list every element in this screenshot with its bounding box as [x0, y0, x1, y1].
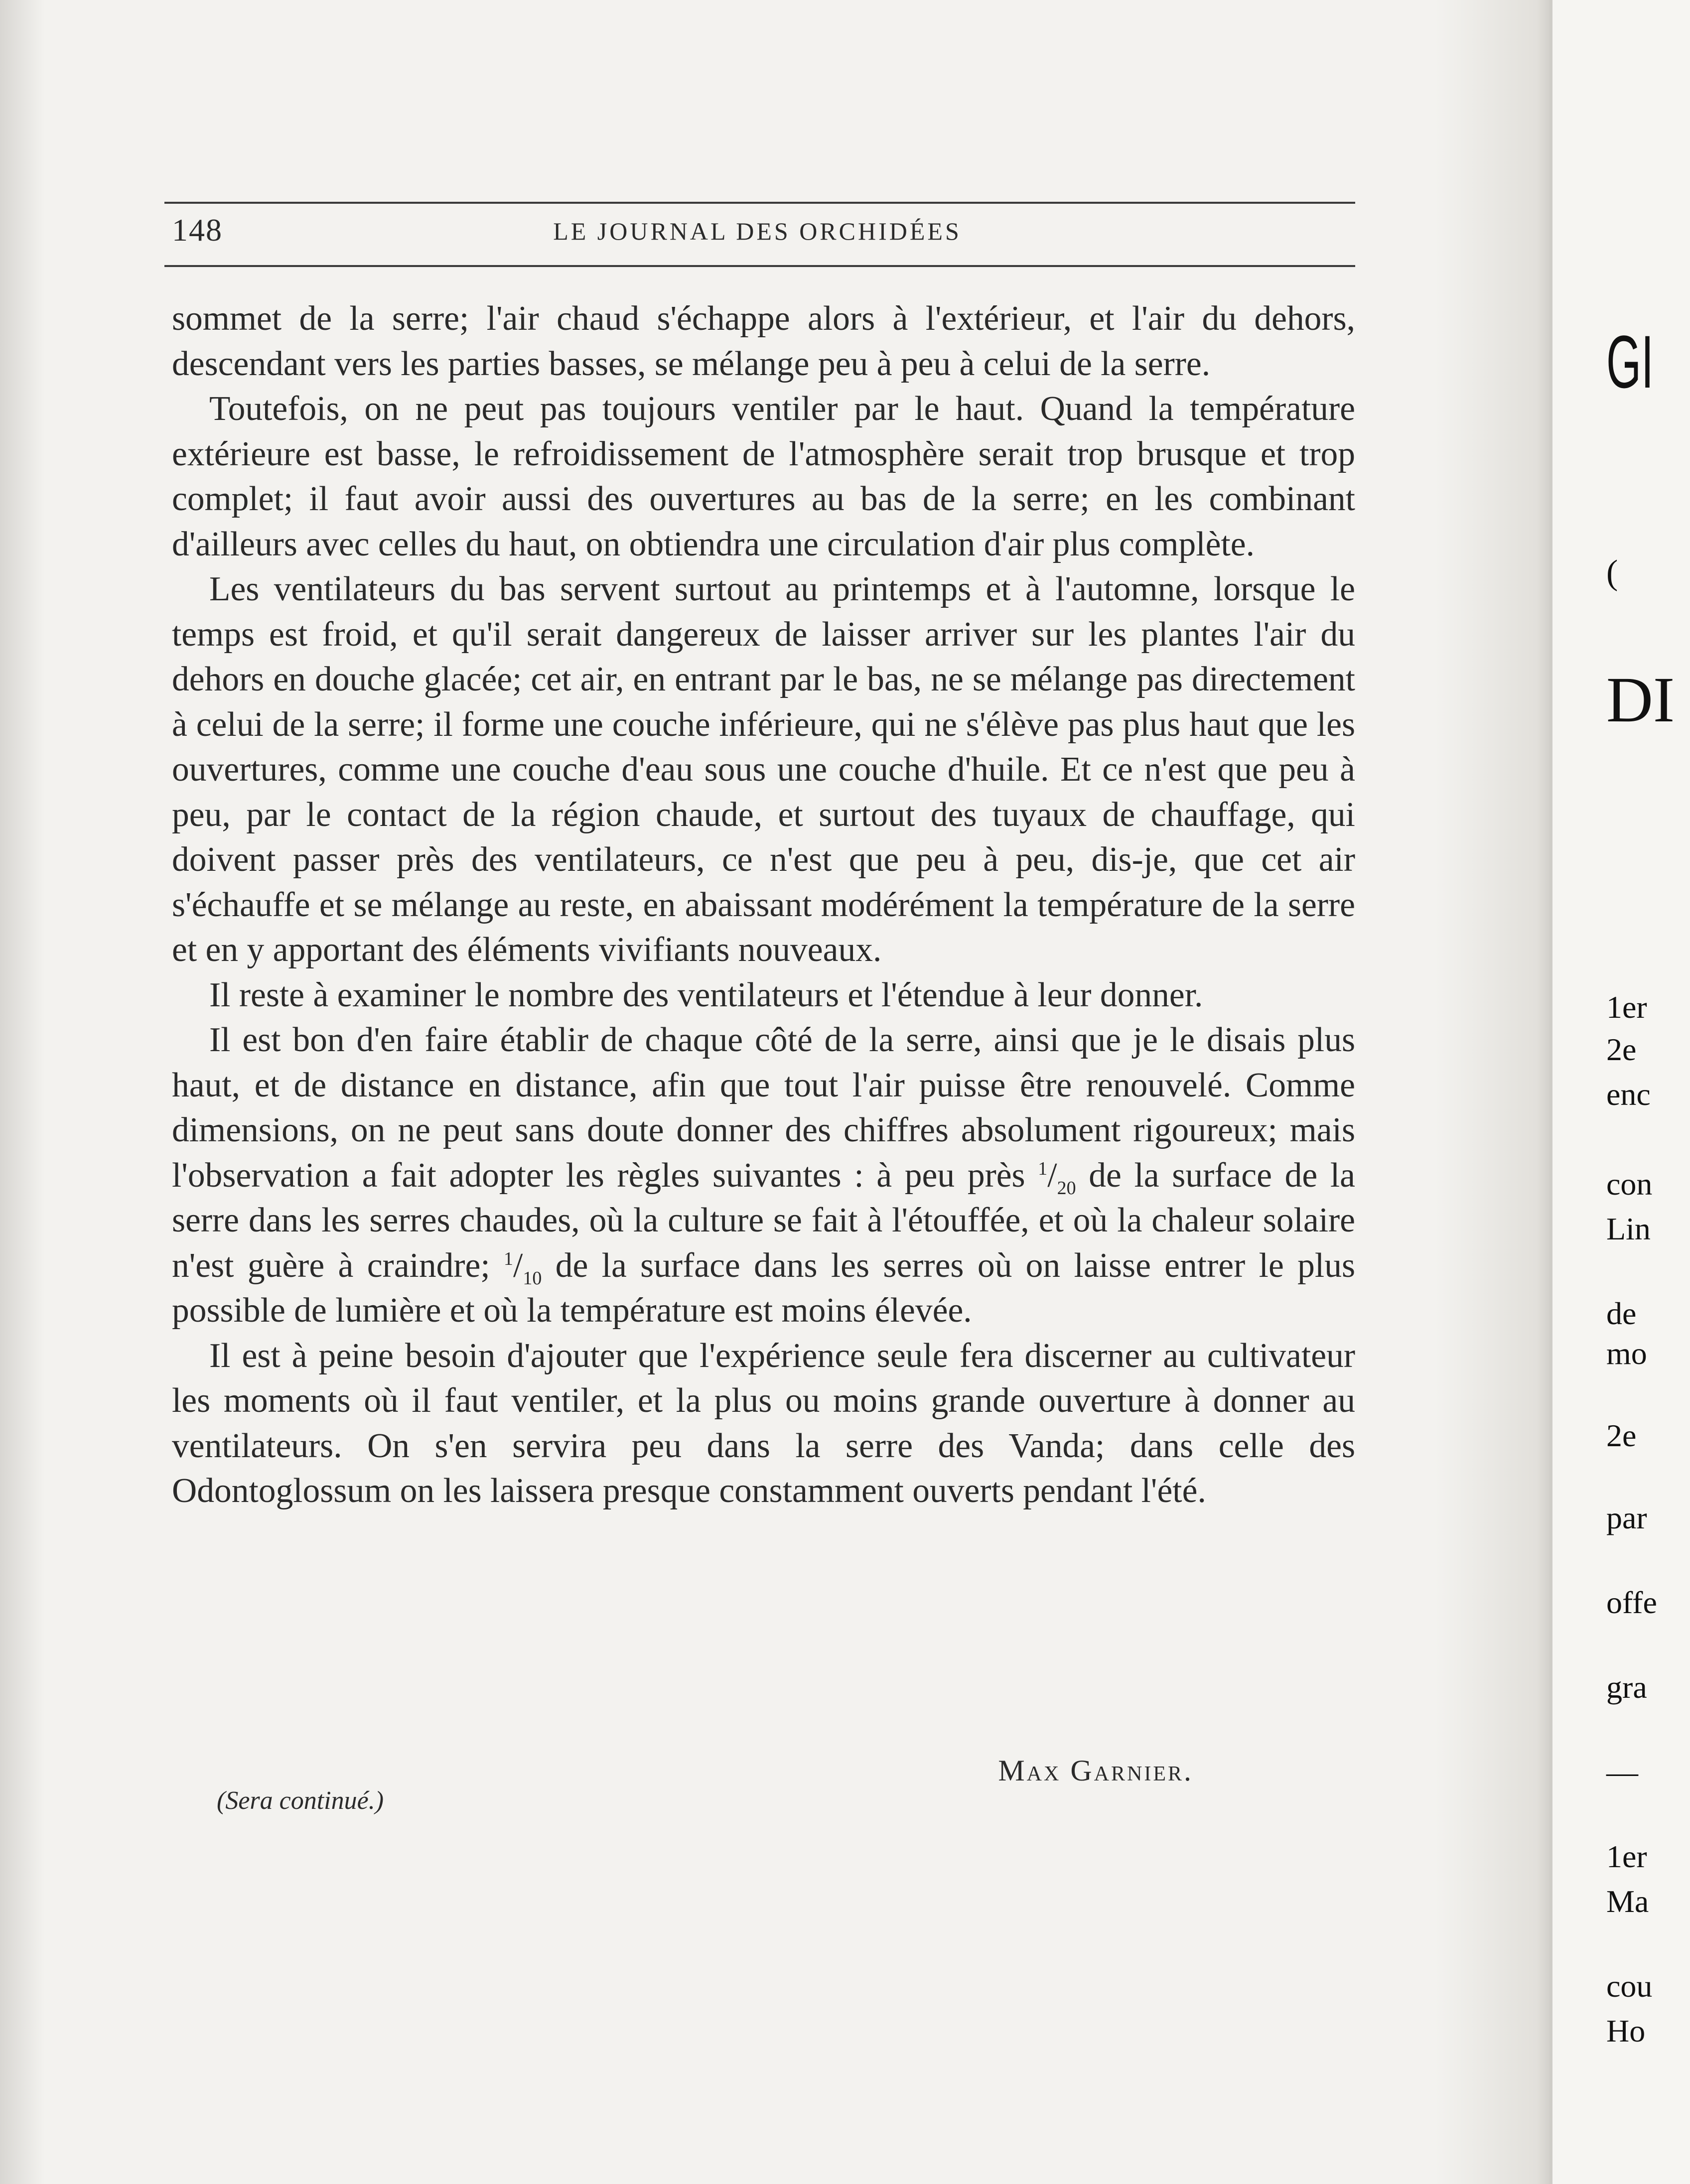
- paragraph-6: Il est à peine besoin d'ajouter que l'expérience seule fera discerner au cultivateur les moments où il faut ventiler, et la plus ou moins grande ouverture à donner au ventilateurs. On s'en servira peu dans la serre des Vanda; dans celle des Odontoglossum on les laissera presque constamment ouverts pendant l'été.: [172, 1336, 1355, 1510]
- facing-page-text-fragment: DI: [1606, 664, 1675, 736]
- facing-page-text-fragment: mo: [1606, 1336, 1647, 1371]
- paragraph-5-part-c: de la surface dans les serres où on laisse entrer le plus possible de lumière et où la température est moins élevée.: [172, 1246, 1356, 1330]
- facing-page-text-fragment: de: [1606, 1296, 1637, 1331]
- paragraph-5-part-b: de la surface de la serre dans les serres chaudes, où la culture se fait à l'étouffée, et où la chaleur solaire n'est guère à craindre;: [172, 1156, 1355, 1285]
- paragraph-5: [172, 1018, 1355, 1334]
- article-body: [172, 296, 1355, 1514]
- continued-note: (Sera continué.): [217, 1786, 384, 1815]
- paragraph-3: Les ventilateurs du bas servent surtout au printemps et à l'automne, lorsque le temps est froid, et qu'il serait dangereux de laisser arriver sur les plantes l'air du dehors en douche glacée; cet air, en entrant par le bas, ne se mélange pas directement à celui de la serre; il forme une couche inférieure, qui ne s'élève pas plus haut que les ouvertures, comme une couche d'eau sous une couche d'huile. Et ce n'est que peu à peu, par le contact de la région chaude, et surtout des tuyaux de chauffage, qui doivent passer près des ventilateurs, ce n'est que peu à peu, dis-je, que cet air s'échauffe et se mélange au reste, en abaissant modérément la température de la serre et en y apportant des éléments vivifiants nouveaux.: [172, 570, 1355, 969]
- book-spine-shadow: [1435, 0, 1554, 2184]
- paragraph-2: Toutefois, on ne peut pas toujours ventiler par le haut. Quand la température extérieure est basse, le refroidissement de l'atmosphère serait trop brusque et trop complet; il faut avoir aussi des ouvertures au bas de la serre; en les combinant d'ailleurs avec celles du haut, on obtiendra une circulation d'air plus complète.: [172, 390, 1355, 563]
- facing-page-text-fragment: Ma: [1606, 1884, 1649, 1919]
- fraction-one-tenth: $^1/_{10}$: [504, 1246, 542, 1289]
- facing-page-text-fragment: (: [1606, 553, 1618, 592]
- facing-page-text-fragment: 2e: [1606, 1032, 1637, 1067]
- facing-page-text-fragment: 1er: [1606, 989, 1647, 1025]
- facing-page-text-fragment: Lin: [1606, 1211, 1651, 1246]
- paragraph-1: sommet de la serre; l'air chaud s'échappe alors à l'extérieur, et l'air du dehors, descendant vers les parties basses, se mélange peu à peu à celui de la serre.: [172, 299, 1355, 383]
- facing-page-text-fragment: Ho: [1606, 2013, 1646, 2048]
- facing-page-text-fragment: —: [1606, 1754, 1638, 1789]
- running-header-title: LE JOURNAL DES ORCHIDÉES: [553, 217, 962, 245]
- facing-page-text-fragment: par: [1606, 1500, 1647, 1535]
- paragraph-5-part-a: Il est bon d'en faire établir de chaque côté de la serre, ainsi que je le disais plus haut, et de distance en distance, afin que tout l'air puisse être renouvelé. Comme dimensions, on ne peut sans doute donner des chiffres absolument rigoureux; mais l'observation a fait adopter les règles suivantes : à peu près: [172, 1021, 1355, 1195]
- facing-page-text-fragment: offe: [1606, 1585, 1657, 1620]
- header-rule-top: [164, 202, 1355, 204]
- fraction-one-twentieth: $^1/_{20}$: [1038, 1156, 1076, 1199]
- author-signature: Max Garnier.: [998, 1754, 1193, 1787]
- facing-page-text-fragment: gra: [1606, 1669, 1647, 1705]
- header-rule-bottom: [164, 265, 1355, 267]
- page-number: 148: [172, 212, 223, 248]
- facing-page-text-fragment: enc: [1606, 1077, 1651, 1112]
- facing-page-fragment: [1549, 0, 1690, 2184]
- facing-page-text-fragment: 1er: [1606, 1839, 1647, 1874]
- facing-page-text-fragment: GI: [1606, 320, 1654, 404]
- facing-page-text-fragment: con: [1606, 1166, 1653, 1202]
- facing-page-text-fragment: 2e: [1606, 1418, 1637, 1453]
- facing-page-text-fragment: cou: [1606, 1968, 1653, 2004]
- paragraph-4: Il reste à examiner le nombre des ventilateurs et l'étendue à leur donner.: [209, 975, 1203, 1014]
